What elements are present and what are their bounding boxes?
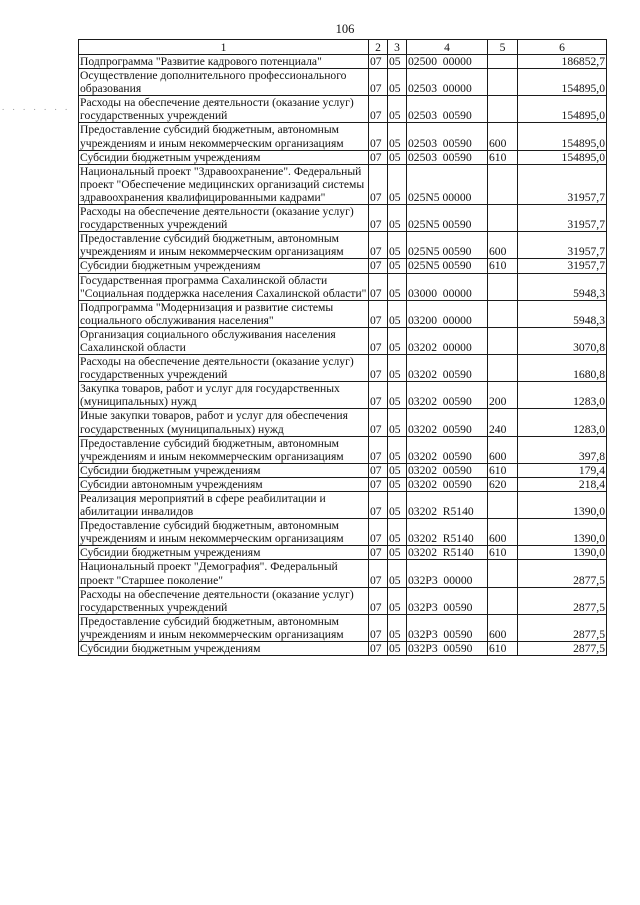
row-section-cell: 07 [369,232,388,259]
table-row [79,614,607,641]
row-expense-type-cell: 600 [488,436,518,463]
row-subsection-cell: 05 [388,614,407,641]
table-row [79,382,607,409]
row-target-article-cell: 03000 00000 [407,273,488,300]
row-subsection-cell: 05 [388,519,407,546]
row-name-cell: Расходы на обеспечение деятельности (оказание услуг) государственных учреждений [79,96,369,123]
row-section-cell: 07 [369,355,388,382]
row-name-cell: Организация социального обслуживания населения Сахалинской области [79,327,369,354]
row-expense-type-cell: 610 [488,259,518,273]
row-section-cell: 07 [369,327,388,354]
row-expense-type-cell: 600 [488,614,518,641]
row-section-cell: 07 [369,205,388,232]
row-target-article-cell: 02503 00590 [407,96,488,123]
table-row [79,519,607,546]
row-name-cell: Реализация мероприятий в сфере реабилитации и абилитации инвалидов [79,492,369,519]
row-section-cell: 07 [369,587,388,614]
row-expense-type-cell: 600 [488,123,518,150]
table-row [79,273,607,300]
row-section-cell: 07 [369,614,388,641]
row-target-article-cell: 032P3 00590 [407,587,488,614]
row-amount-cell: 31957,7 [518,164,607,204]
row-target-article-cell: 03202 00590 [407,382,488,409]
row-expense-type-cell: 610 [488,150,518,164]
table-row [79,259,607,273]
row-expense-type-cell: 610 [488,546,518,560]
row-subsection-cell: 05 [388,477,407,491]
row-name-cell: Предоставление субсидий бюджетным, автономным учреждениям и иным некоммерческим организациям [79,123,369,150]
row-expense-type-cell: 610 [488,642,518,656]
page-number: 106 [335,22,355,36]
row-subsection-cell: 05 [388,436,407,463]
row-amount-cell: 2877,5 [518,587,607,614]
row-subsection-cell: 05 [388,327,407,354]
row-amount-cell: 31957,7 [518,205,607,232]
row-name-cell: Закупка товаров, работ и услуг для государственных (муниципальных) нужд [79,382,369,409]
row-name-cell: Предоставление субсидий бюджетным, автономным учреждениям и иным некоммерческим организациям [79,519,369,546]
row-subsection-cell: 05 [388,409,407,436]
row-target-article-cell: 03202 R5140 [407,492,488,519]
row-name-cell: Государственная программа Сахалинской области "Социальная поддержка населения Сахалинской области" [79,273,369,300]
row-expense-type-cell [488,560,518,587]
row-subsection-cell: 05 [388,587,407,614]
row-name-cell: Подпрограмма "Развитие кадрового потенциала" [79,55,369,69]
table-row [79,164,607,204]
row-section-cell: 07 [369,546,388,560]
table-row [79,492,607,519]
row-expense-type-cell: 600 [488,519,518,546]
row-amount-cell: 5948,3 [518,273,607,300]
table-row [79,409,607,436]
row-target-article-cell: 03202 R5140 [407,519,488,546]
row-amount-cell: 31957,7 [518,259,607,273]
row-target-article-cell: 03202 00590 [407,463,488,477]
row-expense-type-cell [488,69,518,96]
row-subsection-cell: 05 [388,164,407,204]
row-target-article-cell: 03202 00590 [407,355,488,382]
column-number-row [79,40,607,55]
row-amount-cell: 1680,8 [518,355,607,382]
table-row [79,436,607,463]
row-subsection-cell: 05 [388,642,407,656]
row-expense-type-cell [488,587,518,614]
row-section-cell: 07 [369,300,388,327]
row-amount-cell: 5948,3 [518,300,607,327]
row-subsection-cell: 05 [388,69,407,96]
row-subsection-cell: 05 [388,546,407,560]
row-section-cell: 07 [369,123,388,150]
row-amount-cell: 154895,0 [518,69,607,96]
row-name-cell: Субсидии бюджетным учреждениям [79,463,369,477]
row-name-cell: Национальный проект "Демография". Федеральный проект "Старшее поколение" [79,560,369,587]
row-expense-type-cell: 600 [488,232,518,259]
row-section-cell: 07 [369,436,388,463]
row-subsection-cell: 05 [388,560,407,587]
row-expense-type-cell: 200 [488,382,518,409]
row-amount-cell: 1390,0 [518,519,607,546]
row-expense-type-cell [488,327,518,354]
row-section-cell: 07 [369,259,388,273]
row-target-article-cell: 03202 00590 [407,436,488,463]
row-subsection-cell: 05 [388,259,407,273]
row-target-article-cell: 025N5 00590 [407,232,488,259]
table-row [79,69,607,96]
column-header-subsection: 3 [388,40,407,55]
row-target-article-cell: 032P3 00590 [407,642,488,656]
row-amount-cell: 2877,5 [518,614,607,641]
row-target-article-cell: 03202 00590 [407,477,488,491]
row-amount-cell: 397,8 [518,436,607,463]
row-amount-cell: 154895,0 [518,96,607,123]
table-row [79,642,607,656]
column-header-name: 1 [79,40,369,55]
row-target-article-cell: 03202 R5140 [407,546,488,560]
row-amount-cell: 1390,0 [518,546,607,560]
row-amount-cell: 186852,7 [518,55,607,69]
row-section-cell: 07 [369,560,388,587]
table-row [79,327,607,354]
row-expense-type-cell [488,205,518,232]
row-section-cell: 07 [369,164,388,204]
table-row [79,205,607,232]
row-section-cell: 07 [369,477,388,491]
row-name-cell: Расходы на обеспечение деятельности (оказание услуг) государственных учреждений [79,205,369,232]
row-target-article-cell: 032P3 00590 [407,614,488,641]
budget-table [78,39,607,656]
row-amount-cell: 2877,5 [518,642,607,656]
table-row [79,587,607,614]
row-amount-cell: 154895,0 [518,150,607,164]
table-row [79,355,607,382]
table-row [79,55,607,69]
table-row [79,560,607,587]
row-subsection-cell: 05 [388,355,407,382]
row-subsection-cell: 05 [388,382,407,409]
table-row [79,232,607,259]
row-target-article-cell: 03202 00590 [407,409,488,436]
row-target-article-cell: 032P3 00000 [407,560,488,587]
row-section-cell: 07 [369,382,388,409]
row-amount-cell: 1283,0 [518,382,607,409]
row-name-cell: Подпрограмма "Модернизация и развитие системы социального обслуживания населения" [79,300,369,327]
row-amount-cell: 179,4 [518,463,607,477]
row-expense-type-cell [488,273,518,300]
table-row [79,96,607,123]
row-expense-type-cell [488,164,518,204]
row-name-cell: Субсидии бюджетным учреждениям [79,642,369,656]
row-subsection-cell: 05 [388,492,407,519]
column-header-amount: 6 [518,40,607,55]
row-name-cell: Субсидии автономным учреждениям [79,477,369,491]
row-subsection-cell: 05 [388,300,407,327]
row-target-article-cell: 025N5 00000 [407,164,488,204]
row-subsection-cell: 05 [388,150,407,164]
row-section-cell: 07 [369,96,388,123]
row-target-article-cell: 02503 00000 [407,69,488,96]
row-section-cell: 07 [369,463,388,477]
row-expense-type-cell [488,55,518,69]
column-header-target-article: 4 [407,40,488,55]
row-expense-type-cell [488,96,518,123]
row-subsection-cell: 05 [388,232,407,259]
table-body [79,55,607,656]
row-expense-type-cell [488,300,518,327]
row-subsection-cell: 05 [388,273,407,300]
row-section-cell: 07 [369,273,388,300]
row-amount-cell: 1283,0 [518,409,607,436]
row-target-article-cell: 025N5 00590 [407,205,488,232]
row-target-article-cell: 025N5 00590 [407,259,488,273]
row-target-article-cell: 03200 00000 [407,300,488,327]
row-amount-cell: 2877,5 [518,560,607,587]
row-amount-cell: 218,4 [518,477,607,491]
row-expense-type-cell [488,492,518,519]
row-section-cell: 07 [369,150,388,164]
table-row [79,463,607,477]
row-amount-cell: 31957,7 [518,232,607,259]
table-row [79,546,607,560]
row-subsection-cell: 05 [388,123,407,150]
table-row [79,300,607,327]
row-name-cell: Субсидии бюджетным учреждениям [79,259,369,273]
row-target-article-cell: 03202 00000 [407,327,488,354]
row-name-cell: Осуществление дополнительного профессионального образования [79,69,369,96]
row-expense-type-cell: 620 [488,477,518,491]
row-section-cell: 07 [369,492,388,519]
row-name-cell: Предоставление субсидий бюджетным, автономным учреждениям и иным некоммерческим организациям [79,436,369,463]
row-section-cell: 07 [369,69,388,96]
row-target-article-cell: 02500 00000 [407,55,488,69]
row-subsection-cell: 05 [388,96,407,123]
column-header-expense-type: 5 [488,40,518,55]
row-target-article-cell: 02503 00590 [407,150,488,164]
row-amount-cell: 1390,0 [518,492,607,519]
row-section-cell: 07 [369,409,388,436]
row-expense-type-cell: 610 [488,463,518,477]
row-name-cell: Субсидии бюджетным учреждениям [79,150,369,164]
row-name-cell: Расходы на обеспечение деятельности (оказание услуг) государственных учреждений [79,355,369,382]
table-row [79,477,607,491]
row-section-cell: 07 [369,642,388,656]
row-name-cell: Субсидии бюджетным учреждениям [79,546,369,560]
row-section-cell: 07 [369,55,388,69]
column-header-section: 2 [369,40,388,55]
row-name-cell: Иные закупки товаров, работ и услуг для обеспечения государственных (муниципальных) нужд [79,409,369,436]
row-subsection-cell: 05 [388,205,407,232]
table-row [79,123,607,150]
row-amount-cell: 154895,0 [518,123,607,150]
row-subsection-cell: 05 [388,463,407,477]
row-name-cell: Национальный проект "Здравоохранение". Федеральный проект "Обеспечение медицинских организаций системы здравоохранения квалифицированными кадрами" [79,164,369,204]
row-name-cell: Предоставление субсидий бюджетным, автономным учреждениям и иным некоммерческим организациям [79,232,369,259]
row-expense-type-cell: 240 [488,409,518,436]
row-amount-cell: 3070,8 [518,327,607,354]
row-name-cell: Предоставление субсидий бюджетным, автономным учреждениям и иным некоммерческим организациям [79,614,369,641]
row-name-cell: Расходы на обеспечение деятельности (оказание услуг) государственных учреждений [79,587,369,614]
row-subsection-cell: 05 [388,55,407,69]
table-row [79,150,607,164]
margin-marks: . . . . . . . [2,102,71,112]
row-expense-type-cell [488,355,518,382]
row-section-cell: 07 [369,519,388,546]
row-target-article-cell: 02503 00590 [407,123,488,150]
